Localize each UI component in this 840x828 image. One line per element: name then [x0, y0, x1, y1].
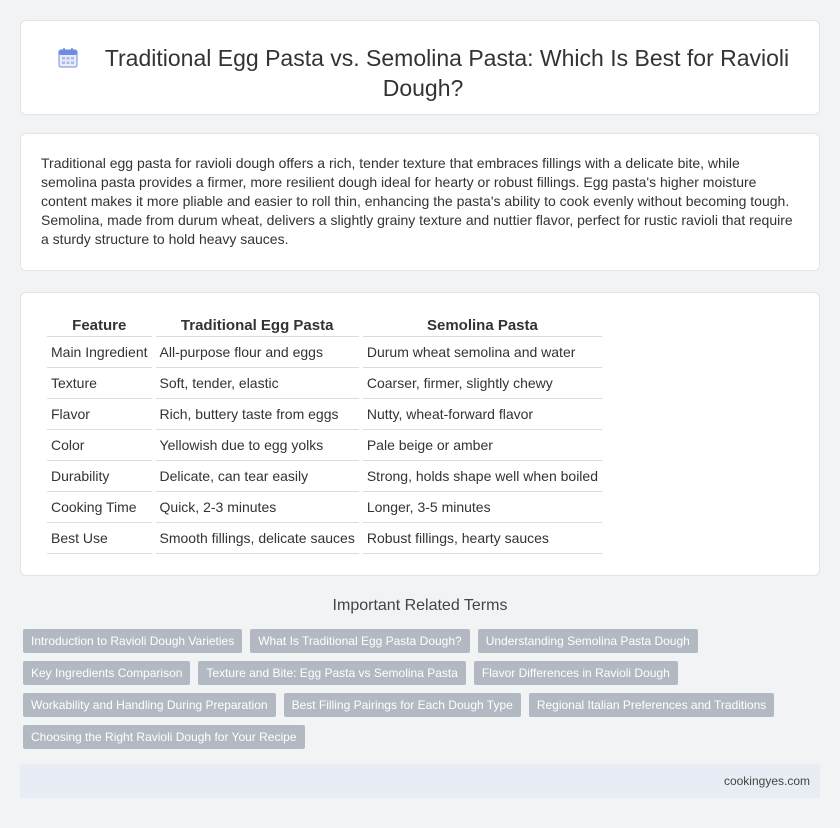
table-cell-feature: Main Ingredient — [47, 337, 152, 368]
related-terms-list — [23, 629, 783, 749]
calendar-icon — [57, 47, 79, 69]
column-header-egg-pasta: Traditional Egg Pasta — [156, 314, 359, 337]
related-term-tag[interactable]: Choosing the Right Ravioli Dough for Your Recipe — [23, 725, 305, 749]
related-term-tag[interactable]: What Is Traditional Egg Pasta Dough? — [250, 629, 469, 653]
table-cell-semolina: Strong, holds shape well when boiled — [363, 461, 602, 492]
table-row — [47, 430, 602, 461]
table-cell-feature: Best Use — [47, 523, 152, 554]
related-term-tag[interactable]: Key Ingredients Comparison — [23, 661, 190, 685]
table-cell-egg: All-purpose flour and eggs — [156, 337, 359, 368]
related-term-tag[interactable]: Introduction to Ravioli Dough Varieties — [23, 629, 242, 653]
table-cell-semolina: Durum wheat semolina and water — [363, 337, 602, 368]
table-cell-semolina: Longer, 3-5 minutes — [363, 492, 602, 523]
table-cell-feature: Flavor — [47, 399, 152, 430]
table-row — [47, 337, 602, 368]
column-header-semolina-pasta: Semolina Pasta — [363, 314, 602, 337]
table-cell-egg: Rich, buttery taste from eggs — [156, 399, 359, 430]
table-cell-semolina: Robust fillings, hearty sauces — [363, 523, 602, 554]
header-card — [20, 20, 820, 115]
comparison-card — [20, 292, 820, 576]
table-cell-egg: Smooth fillings, delicate sauces — [156, 523, 359, 554]
table-row — [47, 399, 602, 430]
table-row — [47, 461, 602, 492]
related-term-tag[interactable]: Texture and Bite: Egg Pasta vs Semolina Pasta — [198, 661, 465, 685]
table-cell-feature: Durability — [47, 461, 152, 492]
column-header-feature: Feature — [47, 314, 152, 337]
table-cell-feature: Color — [47, 430, 152, 461]
table-cell-semolina: Pale beige or amber — [363, 430, 602, 461]
related-term-tag[interactable]: Best Filling Pairings for Each Dough Type — [284, 693, 521, 717]
table-cell-feature: Texture — [47, 368, 152, 399]
related-term-tag[interactable]: Regional Italian Preferences and Traditions — [529, 693, 774, 717]
footer-site-link[interactable]: cookingyes.com — [723, 774, 810, 788]
footer — [20, 764, 820, 798]
intro-paragraph: Traditional egg pasta for ravioli dough offers a rich, tender texture that embraces fillings with a delicate bite, while semolina pasta provides a firmer, more resilient dough ideal for hearty or robust fillings. Egg pasta's higher moisture content makes it more pliable and easier to roll thin, enhancing the pasta's ability to cook evenly without becoming tough. Semolina, made from durum wheat, delivers a slightly grainy texture and nuttier flavor, perfect for rustic ravioli that require a sturdy structure to hold heavy sauces. — [41, 155, 793, 247]
table-cell-egg: Yellowish due to egg yolks — [156, 430, 359, 461]
related-term-tag[interactable]: Flavor Differences in Ravioli Dough — [474, 661, 678, 685]
related-terms-heading: Important Related Terms — [332, 597, 508, 614]
table-cell-egg: Delicate, can tear easily — [156, 461, 359, 492]
page-title: Traditional Egg Pasta vs. Semolina Pasta: Which Is Best for Ravioli Dough? — [104, 45, 790, 101]
related-term-tag[interactable]: Workability and Handling During Preparation — [23, 693, 276, 717]
related-term-tag[interactable]: Understanding Semolina Pasta Dough — [478, 629, 698, 653]
table-cell-semolina: Nutty, wheat-forward flavor — [363, 399, 602, 430]
table-row — [47, 368, 602, 399]
table-cell-egg: Soft, tender, elastic — [156, 368, 359, 399]
page-title-wrap — [47, 43, 799, 103]
table-cell-semolina: Coarser, firmer, slightly chewy — [363, 368, 602, 399]
table-cell-egg: Quick, 2-3 minutes — [156, 492, 359, 523]
table-row — [47, 523, 602, 554]
table-cell-feature: Cooking Time — [47, 492, 152, 523]
intro-card — [20, 133, 820, 271]
table-header-row — [47, 314, 602, 337]
table-row — [47, 492, 602, 523]
comparison-table — [43, 314, 606, 554]
